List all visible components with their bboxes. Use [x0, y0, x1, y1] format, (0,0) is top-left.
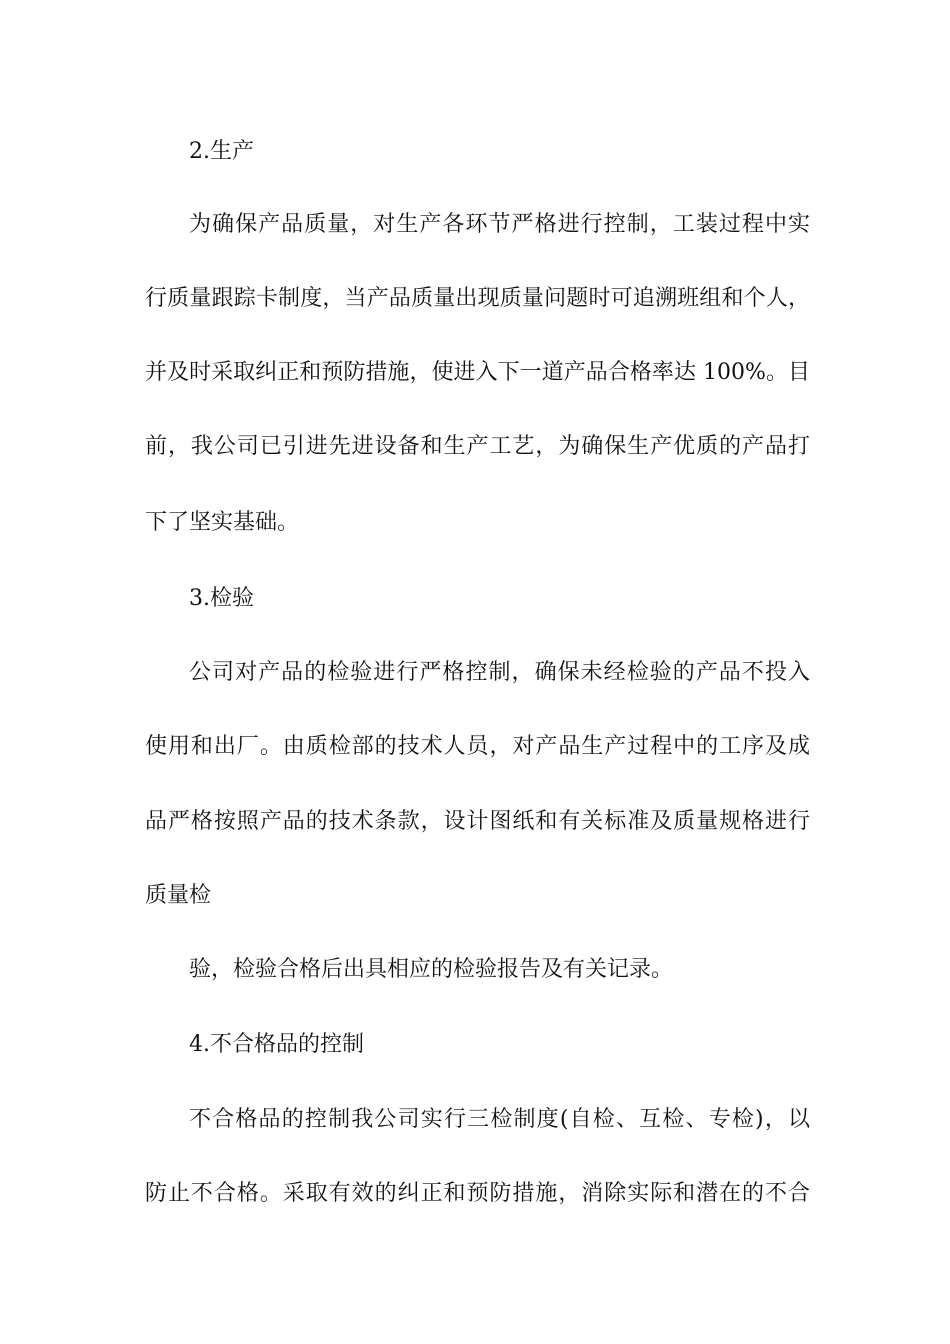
paragraph-line: 并及时采取纠正和预防措施，使进入下一道产品合格率达 100%。目: [145, 360, 810, 385]
section-heading-production: 2.生产: [189, 139, 254, 164]
paragraph-line: 验，检验合格后出具相应的检验报告及有关记录。: [189, 957, 674, 982]
paragraph-line: 不合格品的控制我公司实行三检制度(自检、互检、专检)，以: [189, 1107, 810, 1132]
paragraph-line: 公司对产品的检验进行严格控制，确保未经检验的产品不投入: [189, 660, 810, 685]
paragraph-line: 质量检: [145, 883, 212, 908]
paragraph-line: 防止不合格。采取有效的纠正和预防措施，消除实际和潜在的不合: [145, 1181, 810, 1206]
section-heading-inspection: 3.检验: [189, 586, 254, 611]
paragraph-line: 前，我公司已引进先进设备和生产工艺，为确保生产优质的产品打: [145, 434, 810, 459]
paragraph-line: 品严格按照产品的技术条款，设计图纸和有关标准及质量规格进行: [145, 809, 810, 834]
paragraph-line: 下了坚实基础。: [145, 510, 300, 535]
section-heading-nonconforming-control: 4.不合格品的控制: [189, 1032, 364, 1057]
paragraph-line: 行质量跟踪卡制度，当产品质量出现质量问题时可追溯班组和个人，: [145, 286, 810, 311]
paragraph-line: 使用和出厂。由质检部的技术人员，对产品生产过程中的工序及成: [145, 734, 810, 759]
paragraph-line: 为确保产品质量，对生产各环节严格进行控制，工装过程中实: [189, 212, 810, 237]
